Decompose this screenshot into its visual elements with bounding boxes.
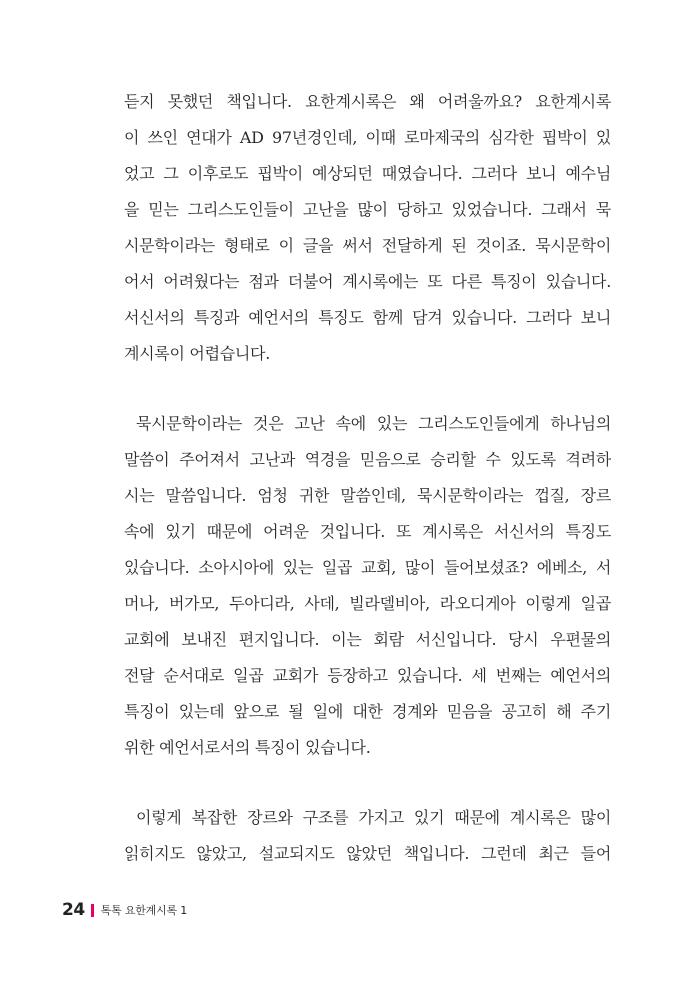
text-line: 계시록이 어렵습니다. — [124, 344, 270, 363]
text-line: 머나, 버가모, 두아디라, 사데, 빌라델비아, 라오디게아 이렇게 일곱 — [124, 594, 611, 613]
paragraph-2 — [124, 406, 611, 766]
text-line: 교회에 보내진 편지입니다. 이는 회람 서신입니다. 당시 우편물의 — [124, 630, 611, 649]
text-line: 이 쓰인 연대가 AD 97년경인데, 이때 로마제국의 심각한 핍박이 있 — [124, 128, 611, 147]
text-line: 묵시문학이라는 것은 고난 속에 있는 그리스도인들에게 하나님의 — [136, 414, 611, 433]
text-line: 말씀이 주어져서 고난과 역경을 믿음으로 승리할 수 있도록 격려하 — [124, 450, 611, 469]
text-line: 서신서의 특징과 예언서의 특징도 함께 담겨 있습니다. 그러다 보니 — [124, 308, 611, 327]
text-line: 전달 순서대로 일곱 교회가 등장하고 있습니다. 세 번째는 예언서의 — [124, 666, 611, 685]
body-text — [124, 84, 611, 872]
text-line: 을 믿는 그리스도인들이 고난을 많이 당하고 있었습니다. 그래서 묵 — [124, 200, 611, 219]
text-line: 읽히지도 않았고, 설교되지도 않았던 책입니다. 그런데 최근 들어 — [124, 844, 611, 863]
paragraph-gap — [124, 766, 611, 800]
page-footer — [62, 898, 187, 922]
paragraph-1 — [124, 84, 611, 372]
text-line: 시문학이라는 형태로 이 글을 써서 전달하게 된 것이죠. 묵시문학이 — [124, 236, 611, 255]
paragraph-3 — [124, 800, 611, 872]
page-number: 24 — [62, 900, 85, 920]
text-line: 듣지 못했던 책입니다. 요한계시록은 왜 어려울까요? 요한계시록 — [124, 92, 611, 111]
text-line: 특징이 있는데 앞으로 될 일에 대한 경계와 믿음을 공고히 해 주기 — [124, 702, 611, 721]
divider-bar-icon — [91, 904, 94, 917]
text-line: 있습니다. 소아시아에 있는 일곱 교회, 많이 들어보셨죠? 에베소, 서 — [124, 558, 611, 577]
running-title: 톡톡 요한계시록 1 — [100, 904, 188, 917]
text-line: 어서 어려웠다는 점과 더불어 계시록에는 또 다른 특징이 있습니다. — [124, 272, 611, 291]
paragraph-gap — [124, 372, 611, 406]
text-line: 속에 있기 때문에 어려운 것입니다. 또 계시록은 서신서의 특징도 — [124, 522, 611, 541]
text-line: 위한 예언서로서의 특징이 있습니다. — [124, 738, 371, 757]
text-line: 시는 말씀입니다. 엄청 귀한 말씀인데, 묵시문학이라는 껍질, 장르 — [124, 486, 611, 505]
text-line: 이렇게 복잡한 장르와 구조를 가지고 있기 때문에 계시록은 많이 — [136, 808, 611, 827]
text-line: 었고 그 이후로도 핍박이 예상되던 때였습니다. 그러다 보니 예수님 — [124, 164, 611, 183]
